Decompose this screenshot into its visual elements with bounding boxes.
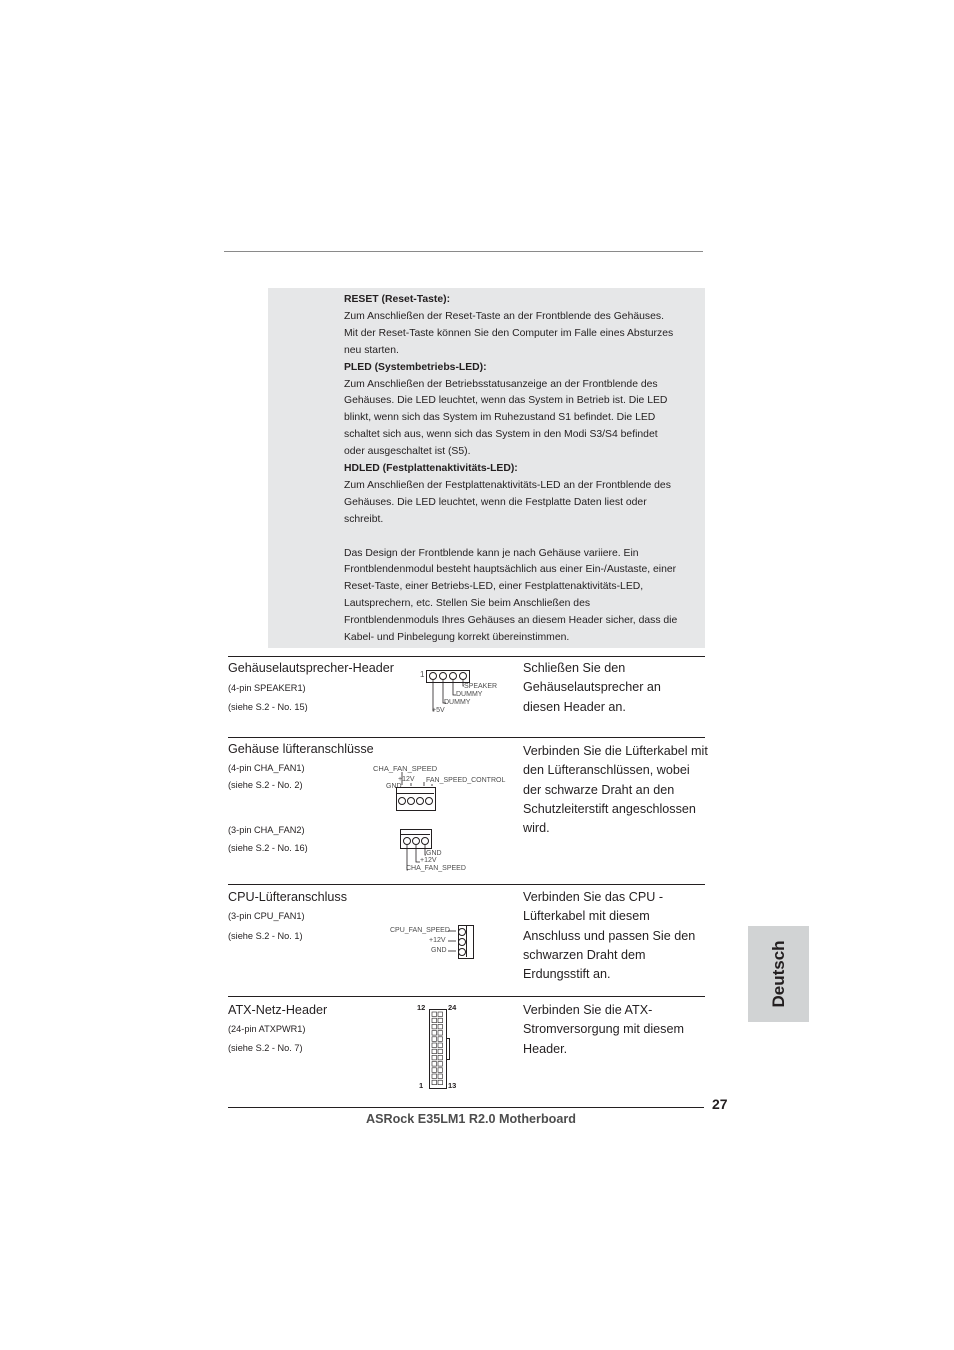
desc-line: Gehäuselautsprecher an [523,680,661,695]
atx-pin [432,1049,437,1054]
note-line: Gehäuses. Die LED leuchtet, wenn das System in Betrieb ist. Die LED [344,395,668,407]
atx-title: ATX-Netz-Header [228,1003,328,1017]
chafan-ref1: (siehe S.2 - No. 2) [228,780,303,790]
speaker-ref: (siehe S.2 - No. 15) [228,702,308,712]
desc-line: Header. [523,1041,568,1056]
note-line: Zum Anschließen der Reset-Taste an der Frontblende des Gehäuses. [344,310,664,322]
speaker-title: Gehäuselautsprecher-Header [228,661,394,675]
note-line: neu starten. [344,344,399,356]
desc-line: Schutzleiterstift angeschlossen [523,801,696,816]
atx-pin [432,1018,437,1023]
note-line: Frontblendenmodul besteht hauptsächlich aus einer Ein-/Austaste, einer [344,564,677,576]
language-tab [748,926,809,1022]
pin12-label: 12 [417,1003,426,1012]
atx-pin [432,1012,437,1017]
pin1-label: 1 [420,670,425,679]
pin-icon [398,797,406,805]
atx-pin [438,1055,443,1060]
section-rule [228,996,705,997]
desc-line: diesen Header an. [523,699,626,714]
header-lip [466,925,473,957]
chafan4-diagram [372,762,510,812]
atx-pin [432,1068,437,1073]
chafan-desc [523,742,718,838]
note-line: Mit der Reset-Taste können Sie den Computer im Falle eines Absturzes [344,327,674,339]
note-line: Frontblendenmoduls Ihres Gehäuses an diesem Header sicher, dass die [344,615,678,627]
chafan-pin1: (4-pin CHA_FAN1) [228,763,305,773]
atx-pin [432,1024,437,1029]
atx-pin [432,1031,437,1036]
chafan-title: Gehäuse lüfteranschlüsse [228,742,374,756]
note-line: Kabel- und Pinbelegung korrekt übereinstimmen. [344,632,570,644]
section-rule [228,737,705,738]
atx-pin [438,1068,443,1073]
atx-pin [432,1062,437,1067]
control-label: FAN_SPEED_CONTROL [426,777,506,784]
atx-diagram [414,1003,464,1091]
atx-pin [438,1031,443,1036]
v12-label: +12V [429,937,446,944]
pin1-label: 1 [419,1081,424,1090]
atx-pin [432,1043,437,1048]
desc-line: Stromversorgung mit diesem [523,1022,684,1037]
atx-pin [432,1055,437,1060]
gnd-label: GND [386,783,402,790]
atx-pin [438,1074,443,1079]
atx-pin [438,1080,443,1085]
speed-label: CPU_FAN_SPEED [390,927,450,934]
spacer [344,529,706,546]
reset-heading: RESET (Reset-Taste): [344,294,451,305]
atx-pin [438,1062,443,1067]
cpufan-desc [523,888,718,984]
desc-line: Erdungsstift an. [523,967,611,982]
atx-pin [438,1018,443,1023]
atx-pin [438,1049,443,1054]
note-line: blinkt, wenn sich das System im Ruhezustand S1 befindet. Die LED [344,412,656,424]
footer-title: ASRock E35LM1 R2.0 Motherboard [366,1112,576,1126]
desc-line: Verbinden Sie die Lüfterkabel mit [523,744,708,758]
speed-label: CHA_FAN_SPEED [373,764,438,773]
atx-desc [523,1001,718,1059]
page-number: 27 [712,1096,728,1112]
section-rule [228,656,705,657]
pin24-label: 24 [448,1003,457,1012]
atx-ref: (siehe S.2 - No. 7) [228,1043,303,1053]
note-line: Das Design der Frontblende kann je nach Gehäuse variiere. Ein [344,547,639,559]
pin-icon [458,938,466,946]
atx-pin [438,1024,443,1029]
cpufan-diagram [388,924,478,960]
footer-rule [228,1107,704,1108]
v12-label: +12V [420,857,437,864]
wires-icon [372,762,510,812]
note-line: Zum Anschließen der Betriebsstatusanzeige an der Frontblende des [344,378,658,390]
desc-line: Verbinden Sie die ATX- [523,1003,653,1017]
note-text [344,292,706,647]
dummy-label: DUMMY [456,691,483,698]
gnd-label: GND [431,947,447,954]
pin-icon [458,928,466,936]
chafan-ref2: (siehe S.2 - No. 16) [228,843,308,853]
pin-icon [407,797,415,805]
gnd-label: GND [426,850,442,857]
desc-line: der schwarze Draht an den [523,782,675,797]
dummy-label: DUMMY [444,699,471,706]
language-tab-label: Deutsch [768,940,788,1008]
hdled-heading: HDLED (Festplattenaktivitäts-LED): [344,463,518,475]
pin13-label: 13 [448,1081,457,1090]
atx-pin [438,1037,443,1042]
desc-line: Verbinden Sie das CPU - [523,890,664,904]
header-lip [396,787,434,794]
cpufan-pin: (3-pin CPU_FAN1) [228,911,305,921]
speaker-label: SPEAKER [464,683,498,690]
cpufan-ref: (siehe S.2 - No. 1) [228,931,303,941]
desc-line: Anschluss und passen Sie den [523,928,696,943]
desc-line: wird. [523,821,550,836]
atx-pin [432,1074,437,1079]
speed-label: CHA_FAN_SPEED [406,865,466,872]
note-line: Reset-Taste, einer Betriebs-LED, einer Festplattenaktivitäts-LED, [344,581,644,593]
note-line: oder ausgeschaltet ist (S5). [344,446,471,458]
atx-pins-icon [414,1003,464,1091]
desc-line: schwarzen Draht dem [523,947,646,962]
v12-label: +12V [398,776,415,783]
speaker-diagram [418,668,498,718]
note-line: schaltet sich aus, wenn sich das System in den Modi S3/S4 befindet [344,429,658,441]
pled-heading: PLED (Systembetriebs-LED): [344,361,487,373]
desc-line: Schließen Sie den [523,661,626,675]
note-line: Gehäuses. Die LED leuchtet, wenn die Festplatte Daten liest oder [344,496,647,508]
atx-pin [438,1012,443,1017]
atx-pin: (24-pin ATXPWR1) [228,1024,306,1034]
cpufan-title: CPU-Lüfteranschluss [228,890,347,904]
plus5v-label: +5V [432,707,445,714]
pin-icon [416,797,424,805]
chafan-pin2: (3-pin CHA_FAN2) [228,825,305,835]
header-rule [224,251,703,252]
note-line: Zum Anschließen der Festplattenaktivitäts-LED an der Frontblende des [344,479,671,491]
atx-pin [438,1043,443,1048]
desc-line: den Lüfteranschlüssen, wobei [523,763,690,778]
note-line: schreibt. [344,513,384,525]
atx-pin [432,1037,437,1042]
pin-icon [425,797,433,805]
chafan3-diagram [398,827,478,877]
speaker-desc [523,659,718,717]
note-line: Lautsprechern, etc. Stellen Sie beim Anschließen des [344,598,591,610]
section-rule [228,884,705,885]
desc-line: Lüfterkabel mit diesem [523,909,650,924]
speaker-pin: (4-pin SPEAKER1) [228,683,306,693]
pin-icon [458,948,466,956]
atx-pin [432,1080,437,1085]
